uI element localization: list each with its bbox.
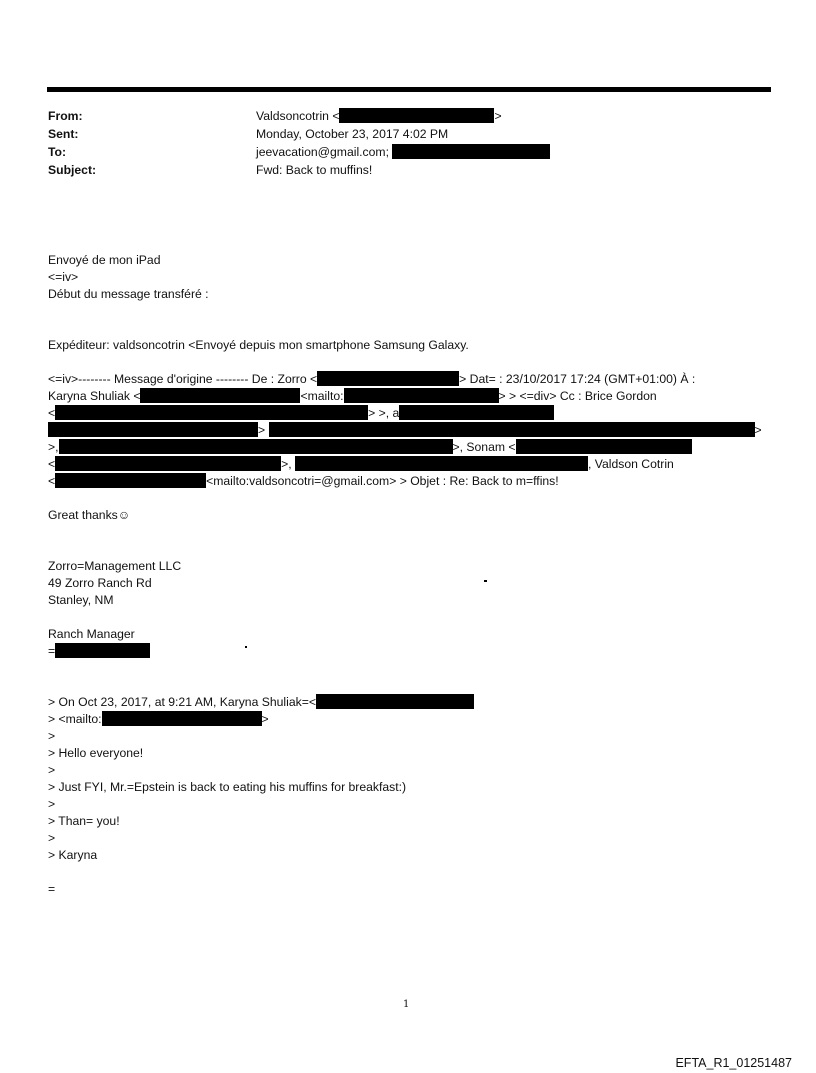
body-line: <=iv>: [48, 270, 79, 284]
redaction-box: [339, 108, 494, 123]
redaction-box: [102, 711, 262, 726]
quoted-line: > Than= you!: [48, 814, 120, 828]
text-fragment: > >, a: [368, 406, 400, 420]
redaction-box: [59, 439, 453, 454]
text-fragment: > <mailto:: [48, 712, 102, 726]
body-line: Great thanks☺: [48, 508, 131, 522]
text-fragment: > On Oct 23, 2017, at 9:21 AM, Karyna Shuliak=<: [48, 695, 316, 709]
text-fragment: >: [261, 712, 269, 726]
text-fragment: >,: [281, 457, 296, 471]
subject-value: Fwd: Back to muffins!: [256, 163, 373, 177]
to-label: To:: [48, 145, 67, 159]
text-fragment: <mailto:valdsoncotri=@gmail.com> > Objet : Re: Back to m=ffins!: [206, 474, 559, 488]
from-close: >: [494, 109, 502, 123]
text-fragment: <: [48, 457, 56, 471]
text-fragment: > > <=div> Cc : Brice Gordon: [498, 389, 657, 403]
header-rule: [47, 87, 771, 92]
redaction-box: [55, 405, 368, 420]
signature-phone: [48, 643, 788, 660]
redaction-box: [399, 405, 554, 420]
to-value: [256, 143, 550, 161]
text-fragment: <=iv>-------- Message d'origine -------- De : Zorro <: [48, 372, 318, 386]
page-number: 1: [403, 999, 410, 1010]
text-fragment: <mailto:: [300, 389, 344, 403]
body-line: Envoyé de mon iPad: [48, 253, 161, 267]
text-fragment: >, Sonam <: [452, 440, 516, 454]
redaction-box: [55, 643, 150, 658]
original-message-line: [48, 422, 788, 439]
quoted-line: >: [48, 797, 56, 811]
original-message-line: [48, 456, 788, 473]
sent-label: Sent:: [48, 127, 79, 141]
quoted-line: > Hello everyone!: [48, 746, 144, 760]
text-fragment: Karyna Shuliak <: [48, 389, 141, 403]
redaction-box: [55, 473, 206, 488]
redaction-box: [295, 456, 588, 471]
redaction-box: [344, 388, 499, 403]
text-fragment: <: [48, 406, 56, 420]
redaction-box: [140, 388, 300, 403]
redaction-box: [516, 439, 692, 454]
subject-label: Subject:: [48, 163, 97, 177]
redaction-box: [55, 456, 281, 471]
body-line: =: [48, 882, 56, 896]
original-message-line: [48, 371, 788, 388]
to-address: jeevacation@gmail.com;: [256, 145, 389, 159]
redaction-box: [48, 422, 258, 437]
text-fragment: >: [754, 423, 762, 437]
original-message-line: [48, 439, 788, 456]
redaction-box: [316, 694, 474, 709]
from-value: [256, 107, 502, 125]
text-fragment: =: [48, 644, 56, 658]
text-fragment: <: [48, 474, 56, 488]
bates-number: EFTA_R1_01251487: [675, 1056, 792, 1070]
signature-title: Ranch Manager: [48, 627, 135, 641]
body-line: Expéditeur: valdsoncotrin <Envoyé depuis mon smartphone Samsung Galaxy.: [48, 338, 469, 352]
body-line: Début du message transféré :: [48, 287, 209, 301]
quoted-line: >: [48, 831, 56, 845]
sent-value: Monday, October 23, 2017 4:02 PM: [256, 127, 449, 141]
email-body: [48, 252, 788, 898]
text-fragment: > Dat= : 23/10/2017 17:24 (GMT+01:00) À :: [459, 372, 696, 386]
original-message-line: [48, 473, 788, 490]
signature-city: Stanley, NM: [48, 593, 114, 607]
redaction-box: [269, 422, 755, 437]
signature-company: Zorro=Management LLC: [48, 559, 182, 573]
quoted-line: [48, 694, 788, 711]
signature-address: 49 Zorro Ranch Rd: [48, 576, 152, 590]
redaction-box: [317, 371, 459, 386]
text-fragment: >,: [48, 440, 59, 454]
redaction-box: [392, 144, 550, 159]
stray-mark: [245, 646, 247, 648]
original-message-line: [48, 388, 788, 405]
stray-mark: [484, 580, 487, 582]
original-message-line: [48, 405, 788, 422]
quoted-line: > Karyna: [48, 848, 98, 862]
from-name: Valdsoncotrin <: [256, 109, 340, 123]
text-fragment: >: [258, 423, 266, 437]
quoted-line: > Just FYI, Mr.=Epstein is back to eating his muffins for breakfast:): [48, 780, 407, 794]
quoted-line: >: [48, 763, 56, 777]
quoted-line: >: [48, 729, 56, 743]
text-fragment: , Valdson Cotrin: [588, 457, 674, 471]
from-label: From:: [48, 109, 83, 123]
quoted-line: [48, 711, 788, 728]
